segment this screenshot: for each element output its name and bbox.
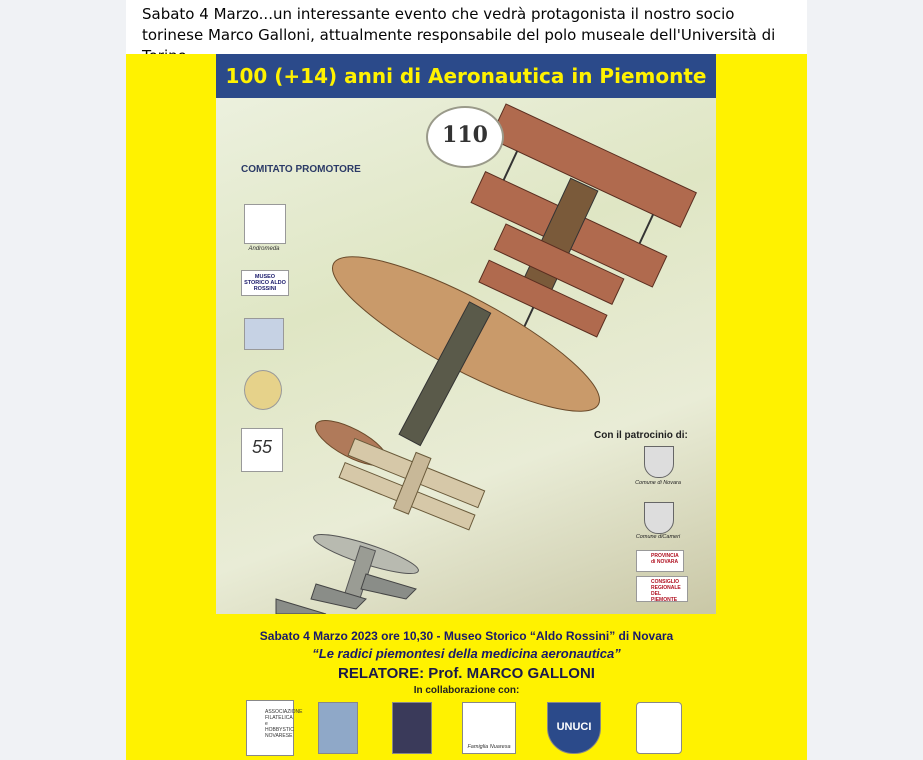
partner-caption-unuci: UNUCI xyxy=(556,721,592,733)
facebook-post xyxy=(126,0,807,760)
sponsor-logo-55 xyxy=(241,428,283,472)
biplane-third xyxy=(336,429,488,537)
logo-consiglio-regionale xyxy=(636,576,688,602)
sponsor-logo-3 xyxy=(244,318,284,350)
event-subtitle: “Le radici piemontesi della medicina aeronautica” xyxy=(312,646,621,661)
sponsor-logo-andromeda xyxy=(244,204,286,244)
crest-novara xyxy=(644,446,674,478)
crest-cameri xyxy=(644,502,674,534)
museo-logo-text: MUSEO STORICO ALDO ROSSINI xyxy=(244,274,286,292)
partner-logo-filatelica xyxy=(246,700,303,756)
crest-caption-cameri: Comune diCameri xyxy=(635,534,681,540)
partner-caption-filatelica: ASSOCIAZIONE FILATELICA e HOBBYSTIC NOVARESE xyxy=(265,709,303,739)
crest-caption-novara: Comune di Novara xyxy=(635,480,681,486)
sponsor-caption-andromeda: Andromeda xyxy=(248,246,280,252)
logo-55-text: 55 xyxy=(251,437,273,457)
event-flyer-image[interactable] xyxy=(126,54,807,760)
logo-provincia-novara xyxy=(636,550,684,572)
partner-logo-2 xyxy=(318,702,358,754)
event-date-location: Sabato 4 Marzo 2023 ore 10,30 - Museo Storico “Aldo Rossini” di Novara xyxy=(259,629,674,643)
patronage-label: Con il patrocinio di: xyxy=(594,430,688,441)
partner-logo-3 xyxy=(392,702,432,754)
collaboration-label: In collaborazione con: xyxy=(413,685,520,696)
partner-caption-famiglia: Famiglia Nuaresa xyxy=(467,744,511,750)
committee-label: COMITATO PROMOTORE xyxy=(241,164,361,175)
sponsor-logo-4 xyxy=(244,370,282,410)
event-speaker: RELATORE: Prof. MARCO GALLONI xyxy=(338,665,595,682)
partner-logo-famiglia xyxy=(462,702,516,754)
sponsor-logo-museo xyxy=(241,270,289,296)
poster-title: 100 (+14) anni di Aeronautica in Piemonte xyxy=(216,54,716,98)
jet-formation xyxy=(276,574,416,614)
post-text: Sabato 4 Marzo...un interessante evento che vedrà protagonista il nostro socio torinese Marco Galloni, attualmente responsabile del polo museale dell'Università di xyxy=(142,5,776,44)
consiglio-logo-text: CONSIGLIO REGIONALE DEL PIEMONTE xyxy=(651,579,681,603)
partner-logo-unuci xyxy=(547,702,601,754)
partner-logo-6 xyxy=(636,702,682,754)
provincia-logo-text: PROVINCIA di NOVARA xyxy=(651,553,679,565)
poster-artwork xyxy=(216,54,716,614)
anniversary-logo-text: 110 xyxy=(442,122,488,148)
anniversary-logo xyxy=(426,106,504,168)
